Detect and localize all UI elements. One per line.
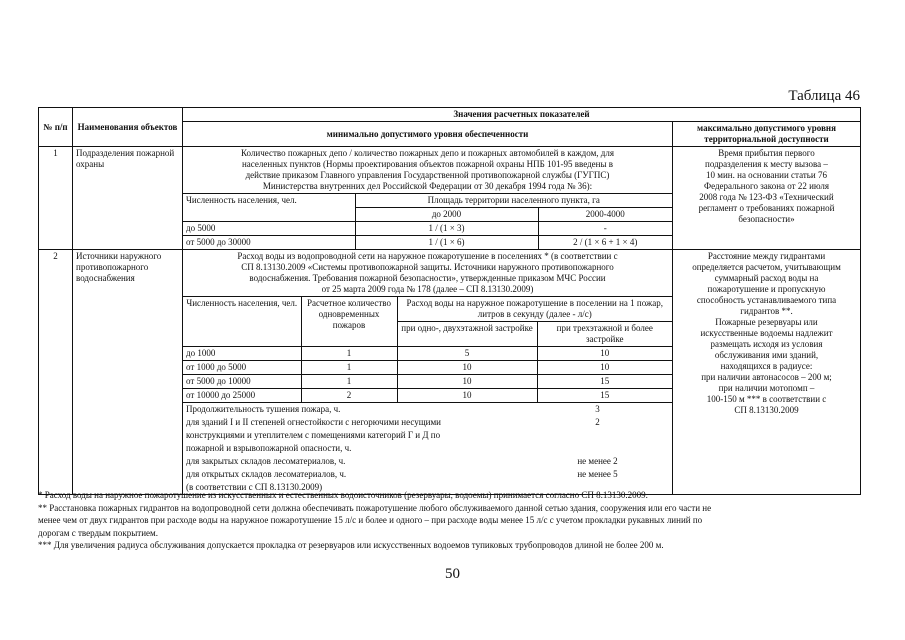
- header-name: Наименования объектов: [73, 108, 183, 147]
- row1-right-text: [673, 147, 861, 250]
- row2-right_lines-line: пожаротушение и пропускную: [707, 284, 826, 294]
- footnote: ** Расстановка пожарных гидрантов на водопроводной сети должна обеспечивать пожаротушение любого обслуживаемого данной сетью здания, сооружения или его части не: [38, 502, 712, 513]
- table-row: [183, 347, 672, 361]
- header-min-level: минимально допустимого уровня обеспеченности: [183, 122, 673, 147]
- row2-cell-pop: от 10000 до 25000: [183, 389, 301, 403]
- row1-right_lines-line: Федерального закона от 22 июля: [703, 181, 830, 191]
- row2-cell-fires: 1: [301, 375, 397, 389]
- row2-pop-header: Численность населения, чел.: [183, 297, 301, 347]
- row1-right_lines-line: 10 мин. на основании статьи 76: [706, 170, 827, 180]
- row2-cell-fires: 2: [301, 389, 397, 403]
- row2-right_lines-line: способность устанавливаемого типа: [696, 295, 837, 305]
- row1-b-0: -: [538, 222, 672, 236]
- row2-right_lines-line: при наличии мотопомп –: [718, 383, 815, 393]
- row2-intro_lines-line: Расход воды из водопроводной сети на наружное пожаротушение в поселениях * (в соответствии с: [237, 251, 618, 261]
- header-values: Значения расчетных показателей: [183, 108, 861, 122]
- header-max-level: максимально допустимого уровня территориальной доступности: [673, 122, 861, 147]
- row1-inner-table: [183, 193, 672, 249]
- duration-value: 3: [595, 404, 600, 414]
- row2-duration-table: [183, 403, 672, 494]
- row1-intro_lines-line: Количество пожарных депо / количество пожарных депо и пожарных автомобилей в каждом, для: [241, 148, 614, 158]
- row2-right_lines-line: находящихся в радиусе:: [720, 361, 813, 371]
- row2-cell-high: 15: [537, 375, 672, 389]
- table-row: [183, 375, 672, 389]
- row1-col-b: 2000-4000: [538, 208, 672, 222]
- row2-name: Источники наружного противопожарного водоснабжения: [73, 250, 183, 495]
- row2-cell-high: 10: [537, 361, 672, 375]
- duration-text: конструкциями и утеплителем с помещениями категорий Г и Д по: [186, 430, 441, 440]
- footnote: * Расход воды на наружное пожаротушение из искусственных и естественных водоисточников (резервуары, водоемы) принимается согласно СП 8.13130.2009.: [38, 490, 648, 500]
- row1-b-1: 2 / (1 × 6 + 1 × 4): [538, 236, 672, 250]
- row2-cell-low: 10: [397, 375, 537, 389]
- row1-name: Подразделения пожарной охраны: [73, 147, 183, 250]
- row2-cell-pop: до 1000: [183, 347, 301, 361]
- row2-duration: [183, 403, 672, 495]
- row2-cell-fires: 1: [301, 347, 397, 361]
- row2-cell-low: 10: [397, 389, 537, 403]
- duration-text: для закрытых складов лесоматериалов, ч.: [186, 456, 346, 466]
- header-row-1: [39, 108, 861, 122]
- row2-fires-header: Расчетное количество одновременных пожаров: [301, 297, 397, 347]
- row2-intro: [183, 250, 672, 296]
- table-row: [183, 222, 672, 236]
- row1-num: 1: [39, 147, 73, 250]
- row1-pop-0: до 5000: [183, 222, 355, 236]
- row1-right_lines-line: безопасности»: [738, 214, 795, 224]
- row1-col-a: до 2000: [355, 208, 538, 222]
- row2-intro_lines-line: водоснабжения. Требования пожарной безопасности», утвержденные приказом МЧС России: [249, 273, 606, 283]
- footnote: дорогам с твердым покрытием.: [38, 527, 158, 538]
- row1-right_lines-line: регламент о требованиях пожарной: [698, 203, 835, 213]
- table-row: [183, 236, 672, 250]
- row1-right_lines-line: 2008 года № 123-ФЗ «Технический: [699, 192, 834, 202]
- duration-value: не менее 2: [577, 456, 618, 466]
- row2-inner-table: [183, 296, 672, 494]
- row2-cell-low: 5: [397, 347, 537, 361]
- table-row: [183, 361, 672, 375]
- row2-flow-header: Расход воды на наружное пожаротушение в поселении на 1 пожар, литров в секунду (далее - л/с): [397, 297, 672, 322]
- row2-cell-pop: от 1000 до 5000: [183, 361, 301, 375]
- row1-a-1: 1 / (1 × 6): [355, 236, 538, 250]
- row2-cell-low: 10: [397, 361, 537, 375]
- main-table: [38, 107, 861, 495]
- row2-right_lines-line: размещать исходя из условия: [710, 339, 823, 349]
- duration-value: [523, 442, 672, 455]
- footnotes: [38, 489, 862, 552]
- row2-right_lines-line: искусственные водоемы надлежит: [700, 328, 833, 338]
- duration-text: для открытых складов лесоматериалов, ч.: [186, 469, 347, 479]
- row2-right_lines-line: СП 8.13130.2009: [734, 405, 799, 415]
- row2-right-text: [673, 250, 861, 495]
- row1-pop-header: Численность населения, чел.: [183, 194, 355, 222]
- row1-right_lines-line: Время прибытия первого: [718, 148, 815, 158]
- row2-col-high: при трехэтажной и более застройке: [537, 322, 672, 347]
- row2-num: 2: [39, 250, 73, 495]
- row2-right_lines-line: Пожарные резервуары или: [715, 317, 818, 327]
- row2-cell-fires: 1: [301, 361, 397, 375]
- duration-value: [523, 429, 672, 442]
- duration-value: 2: [595, 417, 600, 427]
- table-row: [183, 389, 672, 403]
- row1-pop-1: от 5000 до 30000: [183, 236, 355, 250]
- row2-cell-pop: от 5000 до 10000: [183, 375, 301, 389]
- row2-right_lines-line: Расстояние между гидрантами: [707, 251, 826, 261]
- row2-content: [183, 250, 673, 495]
- row1-intro_lines-line: Министерства внутренних дел Российской Федерации от 30 декабря 1994 года № 36):: [262, 181, 593, 191]
- table-title: Таблица 46: [788, 88, 860, 104]
- duration-value: не менее 5: [577, 469, 618, 479]
- row2-right_lines-line: определяется расчетом, учитывающим: [692, 262, 841, 272]
- footnote: менее чем от двух гидрантов при расходе воды на наружное пожаротушение 15 л/с и более и одного – при расходе воды менее 15 л/с с учетом прокладки рукавных линий по: [38, 515, 703, 525]
- duration-text: пожарной и взрывопожарной опасности, ч.: [186, 443, 352, 453]
- row2-right_lines-line: 100-150 м *** в соответствии с: [706, 394, 827, 404]
- row2-intro_lines-line: СП 8.13130.2009 «Системы противопожарной защиты. Источники наружного противопожарного: [241, 262, 614, 272]
- row1-right_lines-line: подразделения к месту вызова –: [705, 159, 828, 169]
- duration-text: для зданий I и II степеней огнестойкости с негорючими несущими: [186, 417, 441, 427]
- row2-col-low: при одно-, двухэтажной застройке: [397, 322, 537, 347]
- row2-cell-high: 10: [537, 347, 672, 361]
- row1-content: [183, 147, 673, 250]
- duration-text: (в соответствии с СП 8.13130.2009): [186, 482, 323, 492]
- row2-cell-high: 15: [537, 389, 672, 403]
- row2-intro_lines-line: от 25 марта 2009 года № 178 (далее – СП 8.13130.2009): [321, 284, 534, 294]
- row1-intro_lines-line: действие приказом Главного управления Государственной противопожарной службы (ГУГПС): [245, 170, 610, 180]
- page-number: 50: [445, 566, 460, 582]
- row1-intro: [183, 147, 672, 193]
- footnote: *** Для увеличения радиуса обслуживания допускается прокладка от резервуаров или искусственных водоемов тупиковых трубопроводов длиной не более 200 м.: [38, 540, 664, 550]
- row2-right_lines-line: суммарный расход воды на: [714, 273, 819, 283]
- table-row-2: [39, 250, 861, 495]
- table-row-1: [39, 147, 861, 250]
- row1-intro_lines-line: населенных пунктов (Нормы проектирования объектов пожарной охраны НПБ 101-95 введены в: [241, 159, 614, 169]
- row1-area-header: Площадь территории населенного пункта, га: [355, 194, 672, 208]
- row2-right_lines-line: при наличии автонасосов – 200 м;: [701, 372, 832, 382]
- duration-text: Продолжительность тушения пожара, ч.: [186, 404, 341, 414]
- row1-a-0: 1 / (1 × 3): [355, 222, 538, 236]
- row2-right_lines-line: обслуживания ими зданий,: [714, 350, 819, 360]
- header-num: № п/п: [39, 108, 73, 147]
- row2-right_lines-line: гидрантов **.: [740, 306, 793, 316]
